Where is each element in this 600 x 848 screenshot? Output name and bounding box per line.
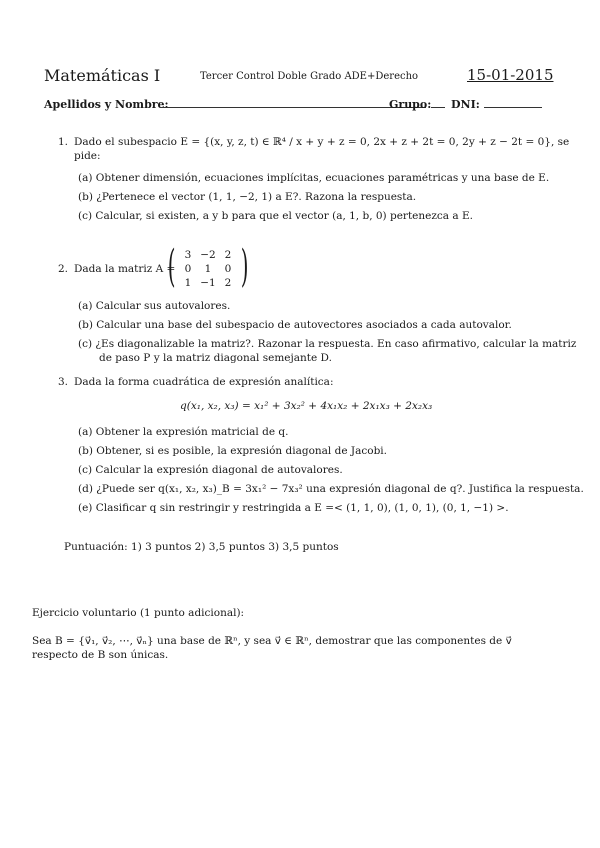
q3-part-c: (c) Calcular la expresión diagonal de autovalores.: [78, 464, 343, 476]
q1-part-c: (c) Calcular, si existen, a y b para que el vector (a, 1, b, 0) pertenezca a E.: [78, 210, 473, 222]
q3-intro: Dada la forma cuadrática de expresión analítica:: [74, 376, 334, 388]
q2-part-c-line1: (c) ¿Es diagonalizable la matriz?. Razonar la respuesta. En caso afirmativo, calcular la matriz: [78, 338, 577, 350]
q1-number: 1.: [58, 136, 69, 148]
matrix-cell: 1: [184, 277, 192, 289]
matrix-cell: 0: [224, 263, 232, 275]
name-blank: [160, 98, 426, 108]
subject-title: Matemáticas I: [44, 66, 161, 85]
matrix-cell: −2: [200, 249, 216, 261]
matrix-a: [167, 241, 249, 292]
matrix-cell: 2: [224, 277, 232, 289]
group-blank: [431, 98, 445, 108]
q3-part-b: (b) Obtener, si es posible, la expresión diagonal de Jacobi.: [78, 445, 387, 457]
q3-part-d: (d) ¿Puede ser q(x₁, x₂, x₃)_B = 3x₁² − 7x₃² una expresión diagonal de q?. Justifica la respuesta.: [78, 483, 584, 495]
control-title: Tercer Control Doble Grado ADE+Derecho: [200, 71, 419, 82]
q1-part-a: (a) Obtener dimensión, ecuaciones implícitas, ecuaciones paramétricas y una base de E.: [78, 172, 550, 184]
q2-part-c-line2: de paso P y la matriz diagonal semejante D.: [99, 352, 332, 364]
q3-part-a: (a) Obtener la expresión matricial de q.: [78, 426, 289, 438]
dni-blank: [484, 98, 542, 108]
q1-statement-line1: Dado el subespacio E = {(x, y, z, t) ∈ ℝ⁴ / x + y + z = 0, 2x + z + 2t = 0, 2y + z − 2t = 0}, se: [74, 136, 570, 148]
q2-intro: Dada la matriz A =: [74, 263, 176, 275]
name-label: Apellidos y Nombre:: [44, 98, 169, 111]
q2-part-b: (b) Calcular una base del subespacio de autovectores asociados a cada autovalor.: [78, 319, 512, 331]
q3-part-e: (e) Clasificar q sin restringir y restringida a E =< (1, 1, 0), (1, 0, 1), (0, 1, −1) >.: [78, 502, 509, 514]
bonus-statement-line2: respecto de B son únicas.: [32, 649, 169, 661]
matrix-cell: −1: [200, 277, 216, 289]
dni-label: DNI:: [451, 98, 480, 111]
q1-part-b: (b) ¿Pertenece el vector (1, 1, −2, 1) a E?. Razona la respuesta.: [78, 191, 417, 203]
group-label: Grupo:: [389, 98, 432, 111]
q3-number: 3.: [58, 376, 69, 388]
matrix-cell: 2: [224, 249, 232, 261]
scoring-note: Puntuación: 1) 3 puntos 2) 3,5 puntos 3) 3,5 puntos: [64, 541, 339, 553]
bonus-title: Ejercicio voluntario (1 punto adicional):: [32, 607, 245, 619]
q2-part-a: (a) Calcular sus autovalores.: [78, 300, 231, 312]
matrix-cell: 0: [184, 263, 192, 275]
q1-statement-line2: pide:: [74, 150, 101, 162]
bonus-statement-line1: Sea B = {v⃗₁, v⃗₂, ⋯, v⃗ₙ} una base de ℝⁿ, y sea v⃗ ∈ ℝⁿ, demostrar que las componentes de v⃗: [32, 635, 512, 647]
matrix-right-paren: ): [240, 241, 249, 292]
exam-date: 15-01-2015: [467, 66, 554, 84]
matrix-cell: 1: [204, 263, 212, 275]
matrix-cell: 3: [184, 249, 192, 261]
q2-number: 2.: [58, 263, 69, 275]
q3-formula: q(x₁, x₂, x₃) = x₁² + 3x₂² + 4x₁x₂ + 2x₁x₃ + 2x₂x₃: [180, 400, 433, 412]
matrix-left-paren: (: [167, 241, 176, 292]
